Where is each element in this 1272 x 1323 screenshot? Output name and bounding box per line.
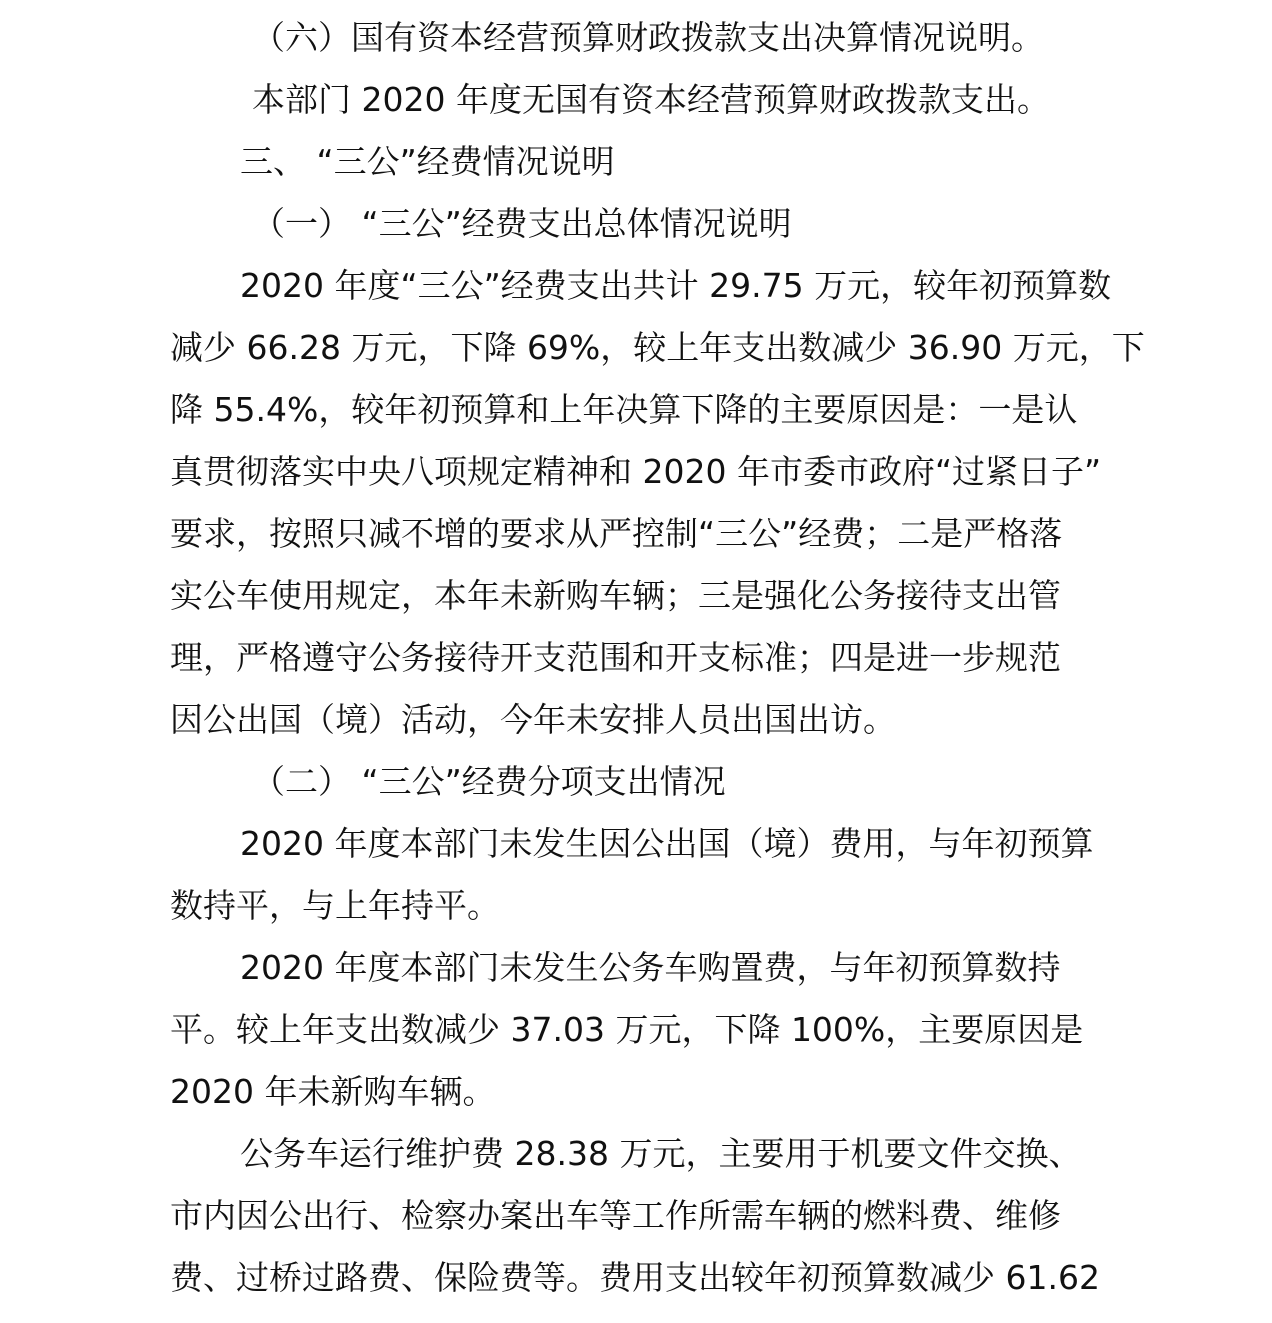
paragraph-1-line-8: 因公出国（境）活动，今年未安排人员出国出访。	[170, 700, 896, 739]
paragraph-4-line-3: 费、过桥过路费、保险费等。费用支出较年初预算数减少 61.62	[170, 1258, 1100, 1297]
paragraph-1-line-7: 理，严格遵守公务接待开支范围和开支标准；四是进一步规范	[170, 638, 1061, 677]
paragraph-3-line-1: 2020 年度本部门未发生公务车购置费，与年初预算数持	[240, 948, 1061, 987]
paragraph-3-line-2: 平。较上年支出数减少 37.03 万元，下降 100%，主要原因是	[170, 1010, 1084, 1049]
paragraph-1-line-3: 降 55.4%，较年初预算和上年决算下降的主要原因是：一是认	[170, 390, 1078, 429]
paragraph-2-line-1: 2020 年度本部门未发生因公出国（境）费用，与年初预算	[240, 824, 1094, 863]
paragraph-1-line-6: 实公车使用规定，本年未新购车辆；三是强化公务接待支出管	[170, 576, 1061, 615]
heading-section-6-body: 本部门 2020 年度无国有资本经营预算财政拨款支出。	[252, 80, 1050, 119]
paragraph-2-line-2: 数持平，与上年持平。	[170, 886, 500, 925]
paragraph-1-line-4: 真贯彻落实中央八项规定精神和 2020 年市委市政府“过紧日子”	[170, 452, 1102, 491]
paragraph-1-line-1: 2020 年度“三公”经费支出共计 29.75 万元，较年初预算数	[240, 266, 1112, 305]
subsection-two-heading: （二） “三公”经费分项支出情况	[252, 762, 726, 801]
paragraph-4-line-1: 公务车运行维护费 28.38 万元，主要用于机要文件交换、	[240, 1134, 1082, 1173]
paragraph-4-line-2: 市内因公出行、检察办案出车等工作所需车辆的燃料费、维修	[170, 1196, 1061, 1235]
paragraph-3-line-3: 2020 年未新购车辆。	[170, 1072, 496, 1111]
paragraph-1-line-5: 要求，按照只减不增的要求从严控制“三公”经费；二是严格落	[170, 514, 1063, 553]
subsection-one-heading: （一） “三公”经费支出总体情况说明	[252, 204, 792, 243]
heading-section-6: （六）国有资本经营预算财政拨款支出决算情况说明。	[252, 18, 1044, 57]
paragraph-1-line-2: 减少 66.28 万元，下降 69%，较上年支出数减少 36.90 万元，下	[170, 328, 1145, 367]
section-three-heading: 三、 “三公”经费情况说明	[240, 142, 615, 181]
